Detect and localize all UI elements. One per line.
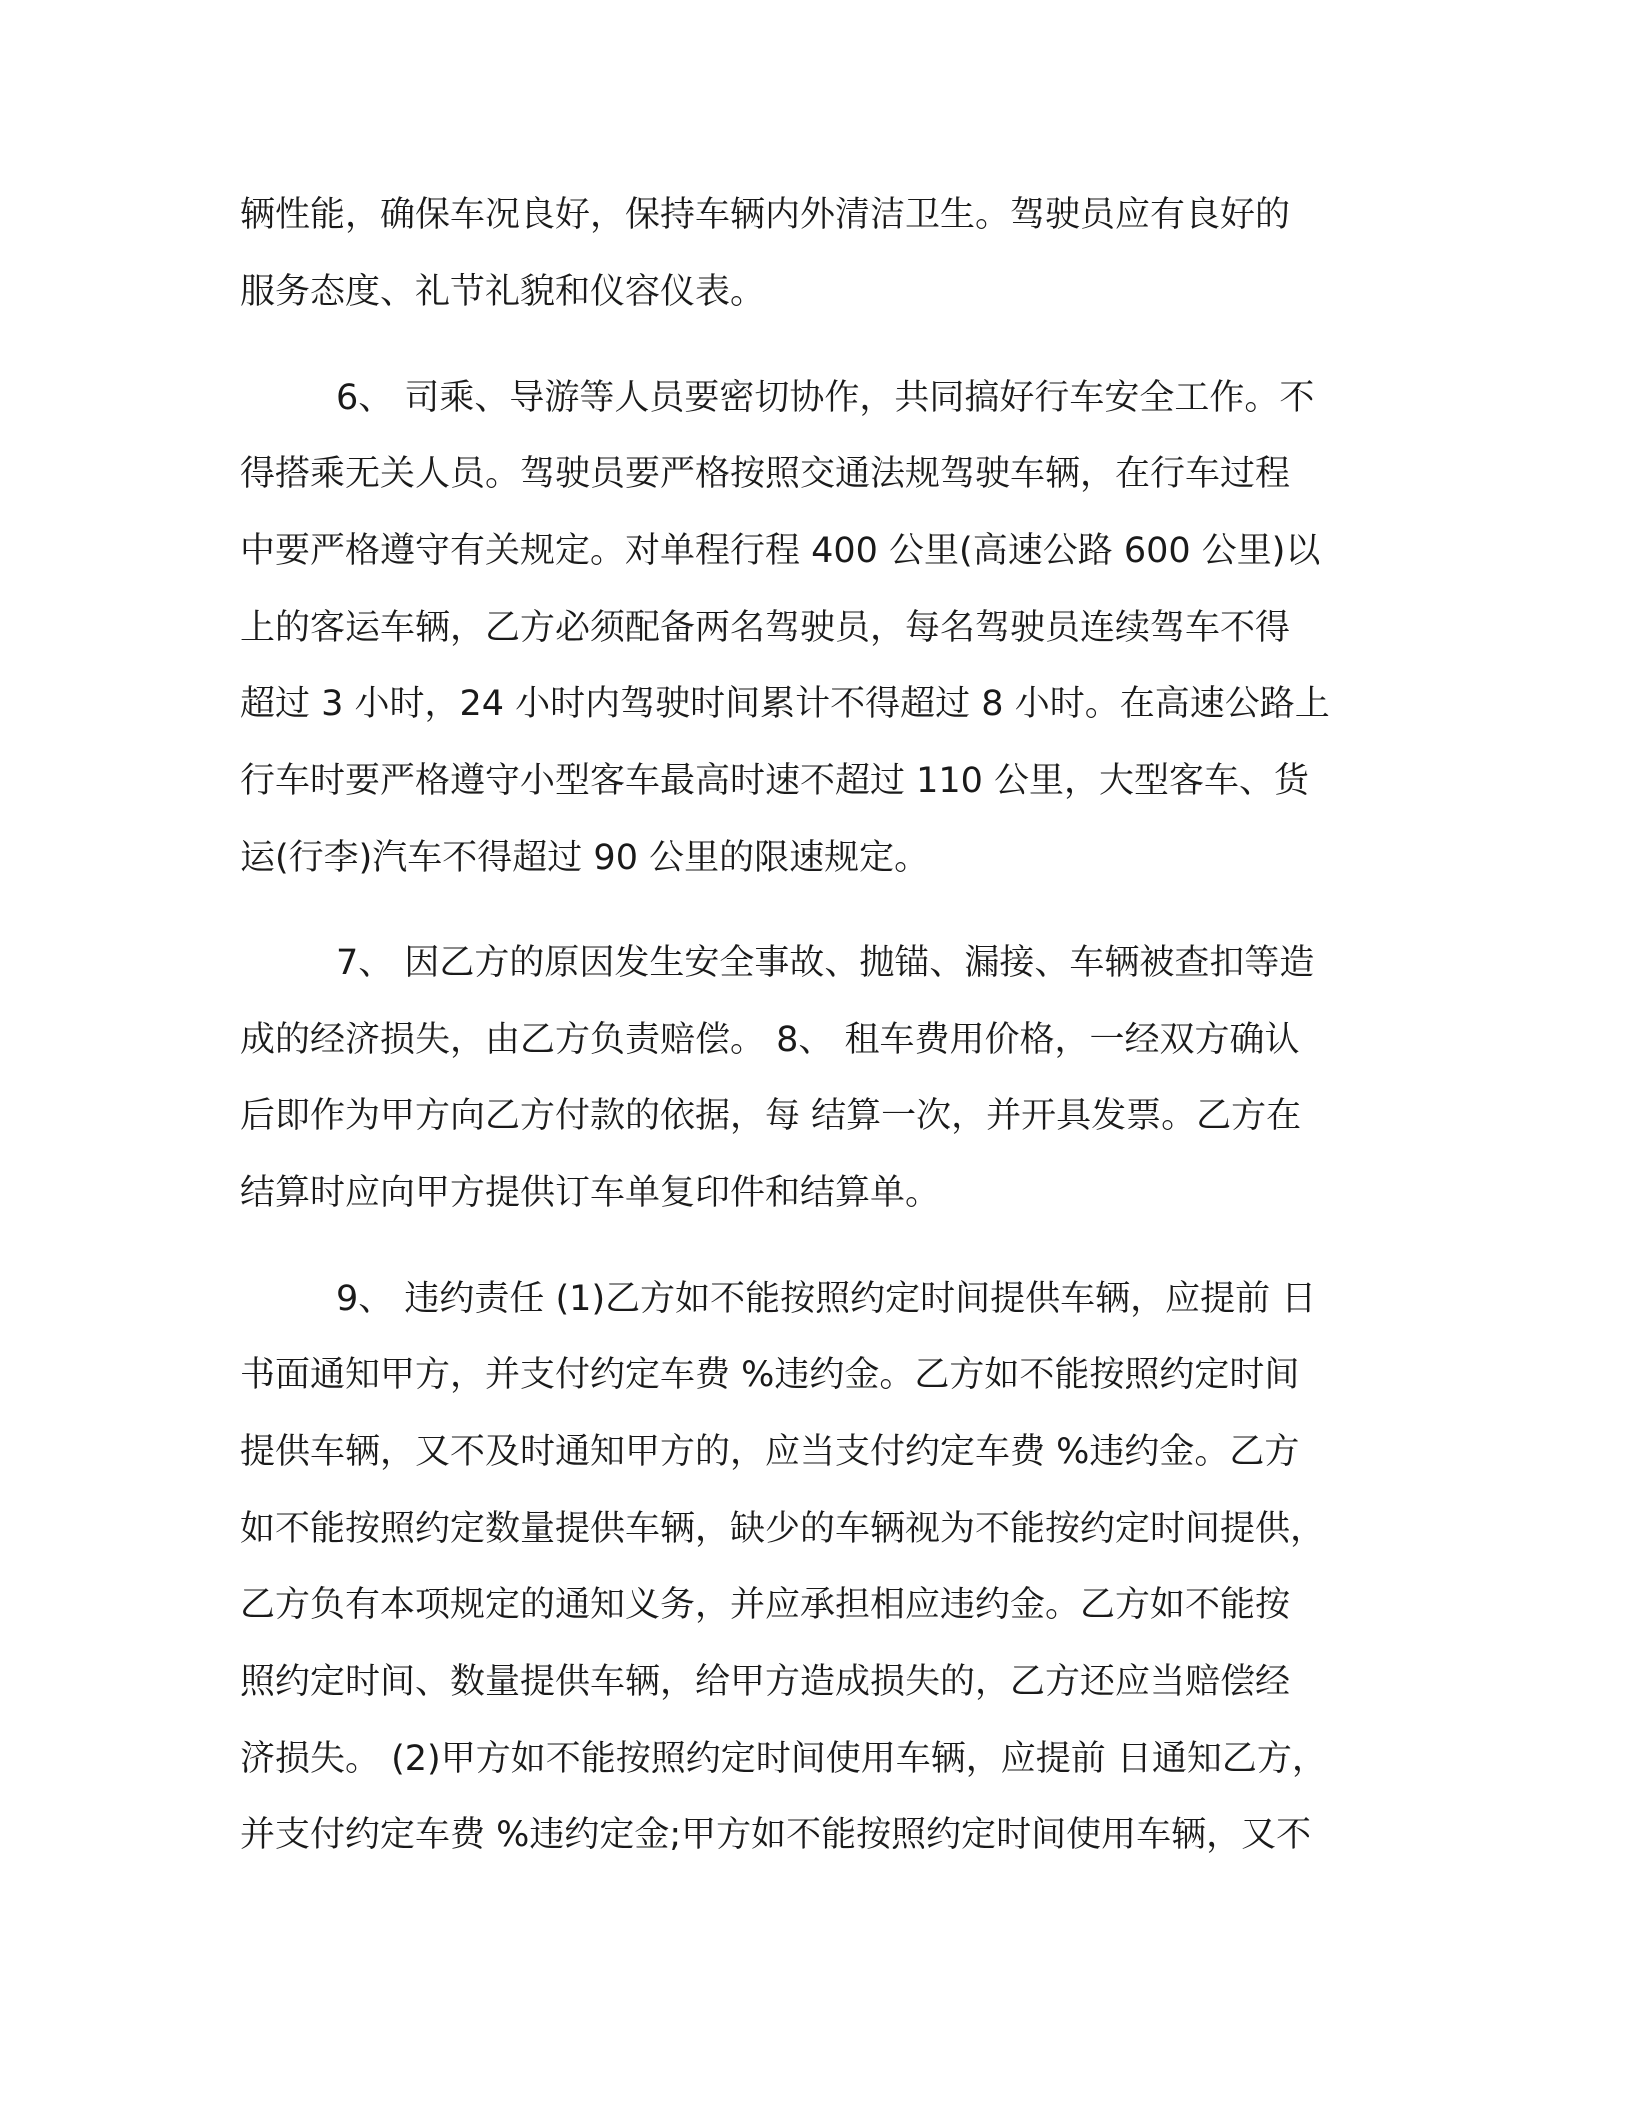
paragraph-line: 运(行李)汽车不得超过 90 公里的限速规定。 bbox=[240, 838, 930, 878]
paragraph-line: 结算时应向甲方提供订车单复印件和结算单。 bbox=[240, 1173, 941, 1213]
paragraph-line: 成的经济损失，由乙方负责赔偿。 8、 租车费用价格，一经双方确认 bbox=[240, 1020, 1300, 1060]
paragraph-line: 书面通知甲方，并支付约定车费 %违约金。乙方如不能按照约定时间 bbox=[240, 1355, 1300, 1395]
paragraph-line: 7、 因乙方的原因发生安全事故、抛锚、漏接、车辆被查扣等造 bbox=[336, 943, 1315, 983]
paragraph-line: 上的客运车辆，乙方必须配备两名驾驶员，每名驾驶员连续驾车不得 bbox=[240, 608, 1291, 648]
paragraph-line: 超过 3 小时，24 小时内驾驶时间累计不得超过 8 小时。在高速公路上 bbox=[240, 684, 1330, 724]
paragraph-line: 服务态度、礼节礼貌和仪容仪表。 bbox=[240, 272, 766, 312]
paragraph-line: 后即作为甲方向乙方付款的依据，每 结算一次，并开具发票。乙方在 bbox=[240, 1096, 1302, 1136]
paragraph-line: 照约定时间、数量提供车辆，给甲方造成损失的，乙方还应当赔偿经 bbox=[240, 1662, 1291, 1702]
paragraph-line: 9、 违约责任 (1)乙方如不能按照约定时间提供车辆，应提前 日 bbox=[336, 1279, 1317, 1319]
paragraph-line: 提供车辆，又不及时通知甲方的，应当支付约定车费 %违约金。乙方 bbox=[240, 1432, 1300, 1472]
paragraph-line: 乙方负有本项规定的通知义务，并应承担相应违约金。乙方如不能按 bbox=[240, 1585, 1291, 1625]
paragraph-line: 行车时要严格遵守小型客车最高时速不超过 110 公里，大型客车、货 bbox=[240, 761, 1310, 801]
paragraph-line: 济损失。 (2)甲方如不能按照约定时间使用车辆，应提前 日通知乙方， bbox=[240, 1739, 1327, 1779]
paragraph-line: 如不能按照约定数量提供车辆，缺少的车辆视为不能按约定时间提供， bbox=[240, 1509, 1326, 1549]
paragraph-line: 辆性能，确保车况良好，保持车辆内外清洁卫生。驾驶员应有良好的 bbox=[240, 195, 1291, 235]
paragraph-line: 6、 司乘、导游等人员要密切协作，共同搞好行车安全工作。不 bbox=[336, 378, 1315, 418]
paragraph-line: 得搭乘无关人员。驾驶员要严格按照交通法规驾驶车辆，在行车过程 bbox=[240, 454, 1291, 494]
paragraph-line: 中要严格遵守有关规定。对单程行程 400 公里(高速公路 600 公里)以 bbox=[240, 531, 1321, 571]
paragraph-line: 并支付约定车费 %违约定金;甲方如不能按照约定时间使用车辆，又不 bbox=[240, 1815, 1312, 1855]
